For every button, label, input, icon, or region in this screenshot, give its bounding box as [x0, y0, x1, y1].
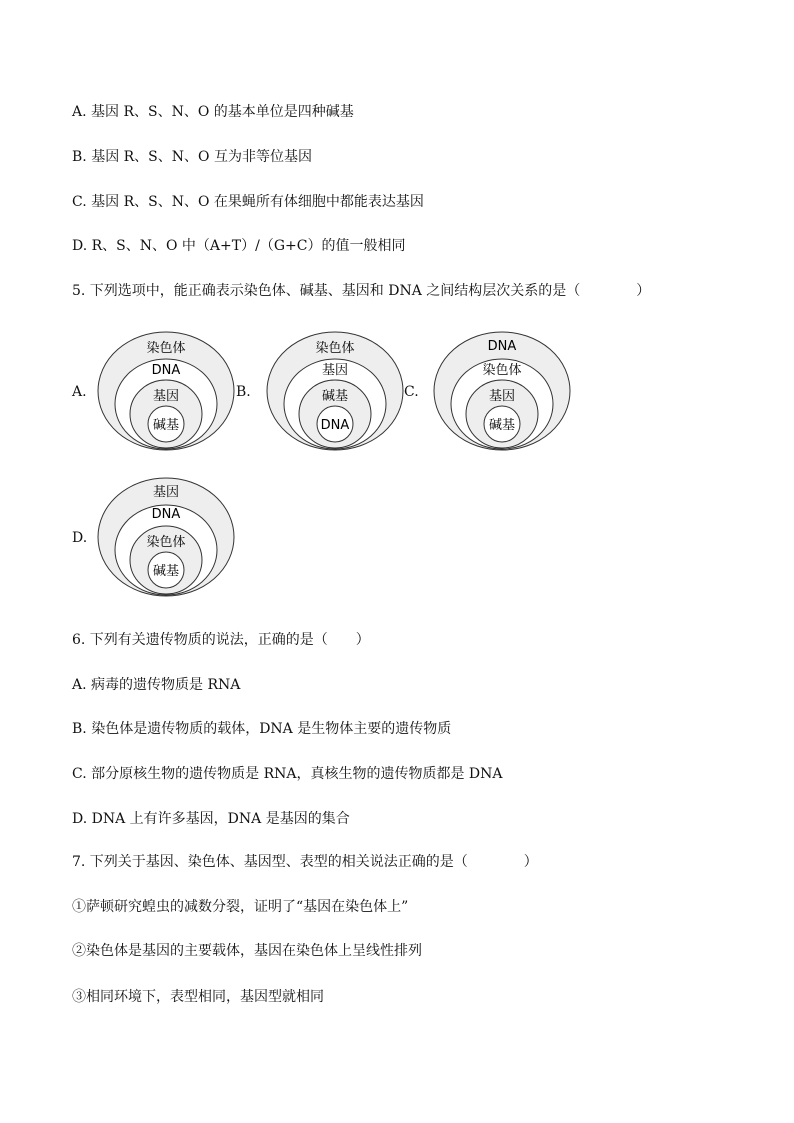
ring-third-label: 基因	[488, 389, 516, 404]
q4-option-d: D. R、S、N、O 中（A+T）/（G+C）的值一般相同	[72, 238, 406, 254]
q4-option-c: C. 基因 R、S、N、O 在果蝇所有体细胞中都能表达基因	[72, 194, 424, 210]
ring-second-label: 基因	[321, 363, 349, 378]
ring-inner-label: 碱基	[152, 418, 180, 433]
ring-second-label: DNA	[151, 363, 181, 378]
q6-option-c: C. 部分原核生物的遗传物质是 RNA，真核生物的遗传物质都是 DNA	[72, 766, 503, 782]
q7-statement-3: ③相同环境下，表型相同，基因型就相同	[72, 989, 324, 1005]
q7-statement-2: ②染色体是基因的主要载体，基因在染色体上呈线性排列	[72, 943, 422, 959]
ring-inner-label: DNA	[320, 418, 350, 433]
q5-diagram-d-label: D.	[72, 530, 88, 546]
q4-option-a: A. 基因 R、S、N、O 的基本单位是四种碱基	[72, 104, 354, 120]
ring-inner-label: 碱基	[488, 418, 516, 433]
q7-stem: 7. 下列关于基因、染色体、基因型、表型的相关说法正确的是（ ）	[72, 854, 538, 870]
q6-option-d: D. DNA 上有许多基因，DNA 是基因的集合	[72, 811, 350, 827]
q6-option-a: A. 病毒的遗传物质是 RNA	[72, 677, 241, 693]
ring-outer-label: DNA	[487, 339, 517, 354]
ring-inner-label: 碱基	[152, 564, 180, 579]
q5-diagram-d	[96, 476, 236, 598]
ring-second-label: 染色体	[482, 363, 522, 378]
ring-second-label: DNA	[151, 507, 181, 522]
ring-outer-label: 染色体	[315, 341, 355, 356]
q6-stem: 6. 下列有关遗传物质的说法，正确的是（ ）	[72, 632, 370, 648]
ring-outer-label: 染色体	[146, 341, 186, 356]
q5-stem: 5. 下列选项中，能正确表示染色体、碱基、基因和 DNA 之间结构层次关系的是（ ）	[72, 283, 651, 299]
q5-diagram-a-label: A.	[72, 384, 87, 400]
ring-third-label: 基因	[152, 389, 180, 404]
ring-third-label: 碱基	[321, 389, 349, 404]
ring-third-label: 染色体	[146, 535, 186, 550]
q7-statement-1: ①萨顿研究蝗虫的减数分裂，证明了“基因在染色体上”	[72, 899, 409, 915]
q5-diagram-c-label: C.	[404, 384, 419, 400]
q5-diagram-c	[432, 330, 572, 452]
q5-diagram-b	[265, 330, 405, 452]
ring-outer-label: 基因	[152, 485, 180, 500]
q4-option-b: B. 基因 R、S、N、O 互为非等位基因	[72, 149, 312, 165]
q5-diagram-a	[96, 330, 236, 452]
q5-diagram-b-label: B.	[236, 384, 251, 400]
q6-option-b: B. 染色体是遗传物质的载体，DNA 是生物体主要的遗传物质	[72, 721, 452, 737]
